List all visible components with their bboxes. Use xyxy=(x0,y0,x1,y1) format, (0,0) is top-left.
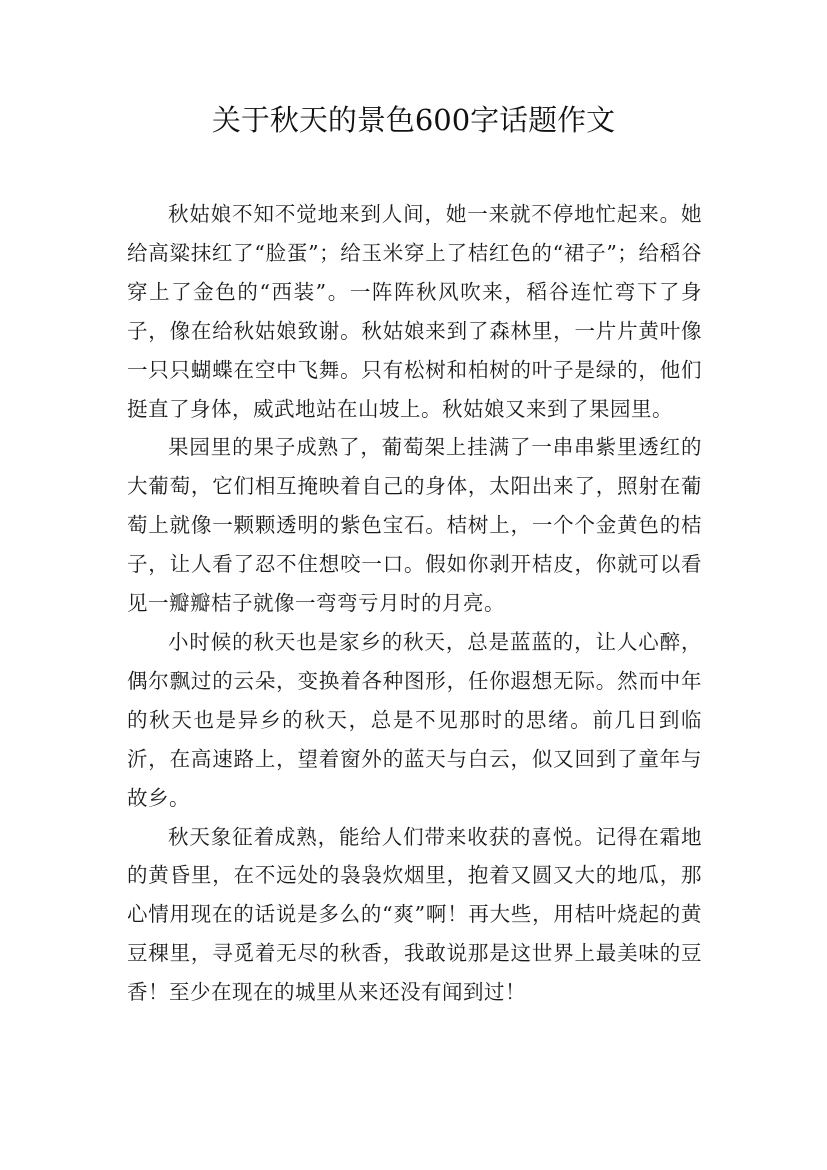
paragraph-1: 秋姑娘不知不觉地来到人间，她一来就不停地忙起来。她给高粱抹红了“脸蛋”；给玉米穿上了桔红色的“裙子”；给稻谷穿上了金色的“西装”。一阵阵秋风吹来，稻谷连忙弯下了身子，像在给秋姑娘致谢。秋姑娘来到了森林里，一片片黄叶像一只只蝴蝶在空中飞舞。只有松树和柏树的叶子是绿的，他们挺直了身体，威武地站在山坡上。秋姑娘又来到了果园里。 xyxy=(127,202,702,421)
document-title: 关于秋天的景色600字话题作文 xyxy=(211,103,616,137)
paragraph-4: 秋天象征着成熟，能给人们带来收获的喜悦。记得在霜地的黄昏里，在不远处的袅袅炊烟里，抱着又圆又大的地瓜，那心情用现在的话说是多么的“爽”啊！再大些，用桔叶烧起的黄豆稞里，寻觅着无尽的秋香，我敢说那是这世界上最美味的豆香！至少在现在的城里从来还没有闻到过！ xyxy=(127,824,702,1005)
paragraph-2: 果园里的果子成熟了，葡萄架上挂满了一串串紫里透红的大葡萄，它们相互掩映着自己的身体，太阳出来了，照射在葡萄上就像一颗颗透明的紫色宝石。桔树上，一个个金黄色的桔子，让人看了忍不住想咬一口。假如你剥开桔皮，你就可以看见一瓣瓣桔子就像一弯弯亏月时的月亮。 xyxy=(127,435,702,616)
document-body xyxy=(127,195,702,1012)
paragraph-3: 小时候的秋天也是家乡的秋天，总是蓝蓝的，让人心醉，偶尔飘过的云朵，变换着各种图形，任你遐想无际。然而中年的秋天也是异乡的秋天，总是不见那时的思绪。前几日到临沂，在高速路上，望着窗外的蓝天与白云，似又回到了童年与故乡。 xyxy=(127,629,702,810)
